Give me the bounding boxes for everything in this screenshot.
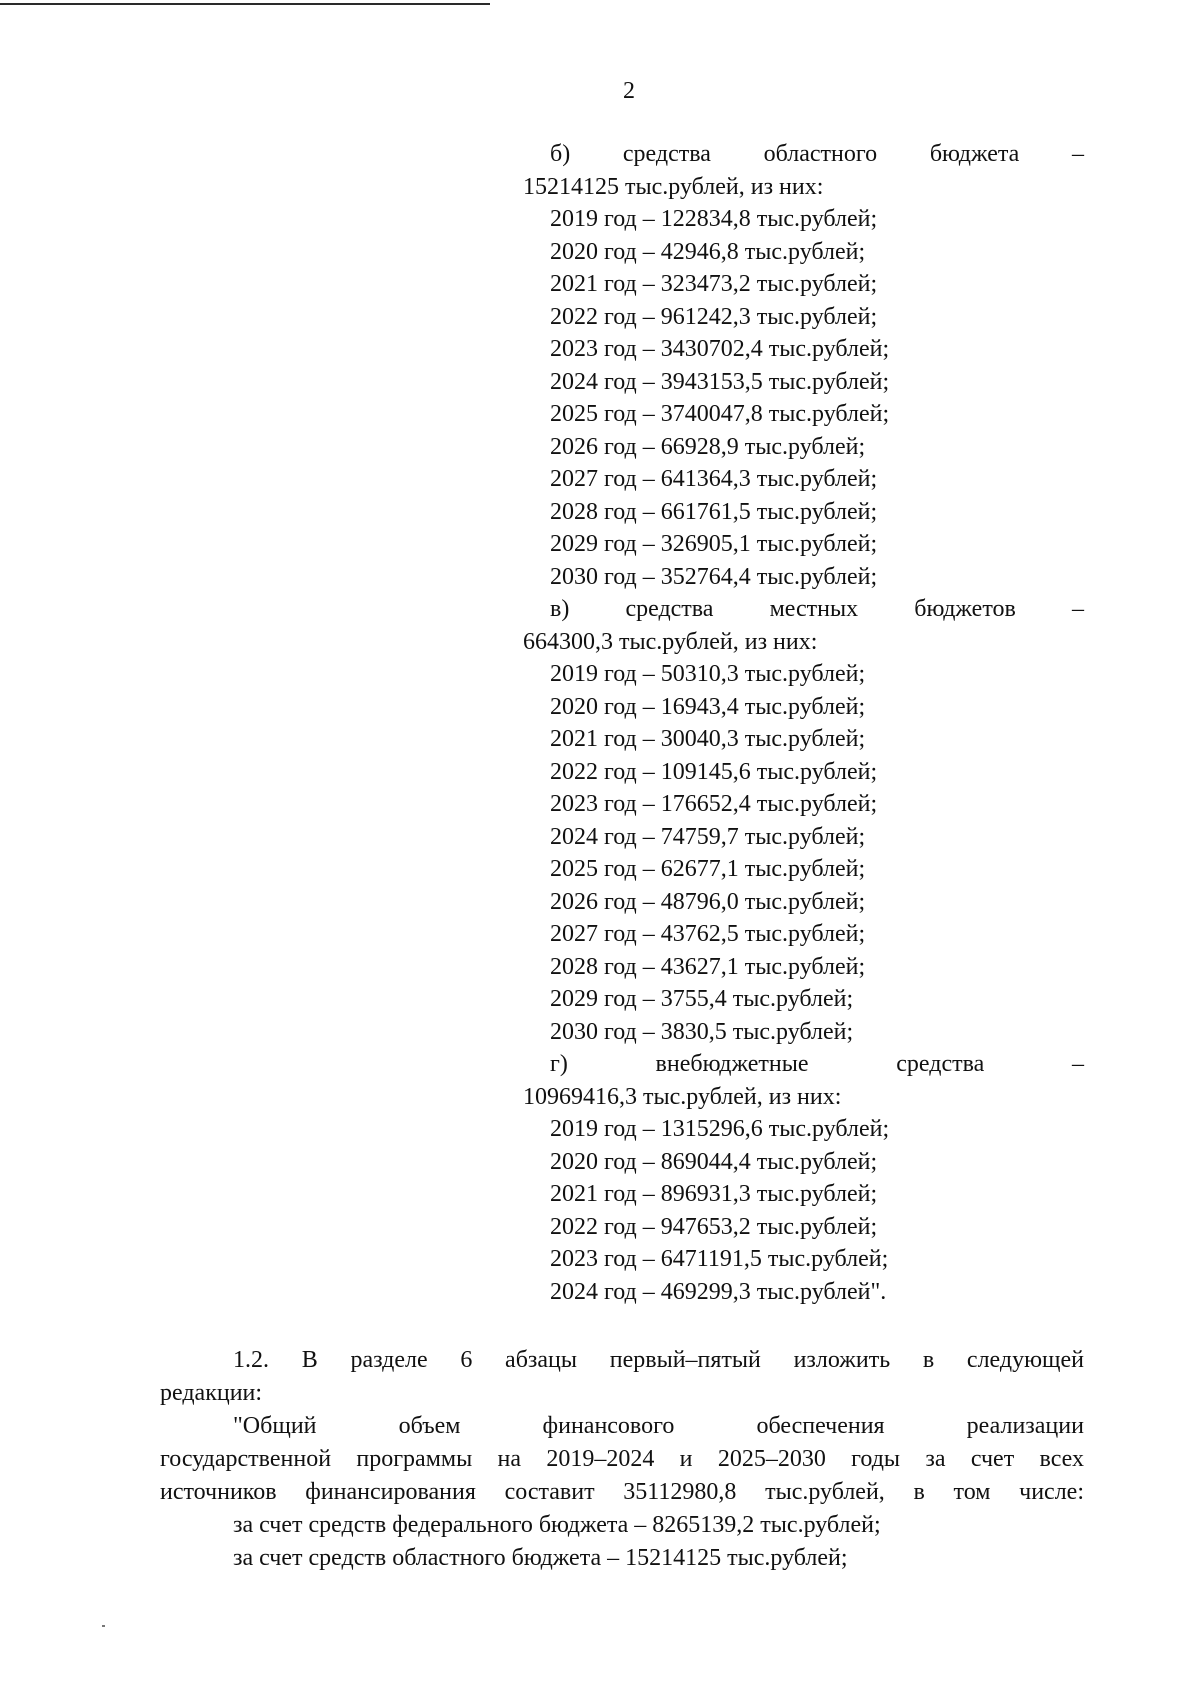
heading-word: местных [769, 596, 859, 622]
heading-word: б) [550, 141, 571, 167]
year-line: 2028 год – 661761,5 тыс.рублей; [550, 498, 878, 525]
year-line: 2022 год – 109145,6 тыс.рублей; [550, 758, 878, 785]
section-1-2-line: 1.2. В разделе 6 абзацы первый–пятый изложить в следующей [233, 1347, 1084, 1373]
year-line: 2025 год – 3740047,8 тыс.рублей; [550, 401, 890, 427]
section-1-2-line: за счет средств областного бюджета – 15214125 тыс.рублей; [233, 1545, 848, 1571]
year-line: 2023 год – 176652,4 тыс.рублей; [550, 791, 878, 817]
heading-word: в) [550, 596, 570, 622]
year-line: 2020 год – 42946,8 тыс.рублей; [550, 238, 866, 265]
heading-word: – [1071, 596, 1084, 622]
funding-sources-block [523, 138, 1084, 1308]
heading-word: средства [622, 141, 711, 167]
year-line: 2019 год – 1315296,6 тыс.рублей; [550, 1116, 890, 1142]
extrabudgetary-heading [523, 1048, 1084, 1081]
section-1-2-line: за счет средств федерального бюджета – 8265139,2 тыс.рублей; [233, 1512, 881, 1538]
extrabudgetary-total: 10969416,3 тыс.рублей, из них: [523, 1083, 842, 1110]
year-line: 2020 год – 869044,4 тыс.рублей; [550, 1148, 878, 1175]
year-line: 2024 год – 469299,3 тыс.рублей". [550, 1278, 887, 1305]
year-line: 2029 год – 326905,1 тыс.рублей; [550, 531, 878, 557]
heading-word: внебюджетные [655, 1051, 809, 1077]
top-scan-rule [0, 3, 490, 5]
year-line: 2022 год – 947653,2 тыс.рублей; [550, 1213, 878, 1240]
year-line: 2019 год – 50310,3 тыс.рублей; [550, 661, 866, 687]
local-budgets-heading [523, 593, 1084, 626]
scan-speck [102, 1625, 105, 1627]
heading-word: средства [625, 596, 714, 622]
year-line: 2021 год – 30040,3 тыс.рублей; [550, 726, 866, 752]
quote-word: реализации [966, 1413, 1084, 1439]
year-line: 2024 год – 3943153,5 тыс.рублей; [550, 368, 890, 395]
year-line: 2026 год – 66928,9 тыс.рублей; [550, 433, 866, 460]
heading-word: – [1072, 141, 1084, 167]
heading-word: областного [763, 141, 878, 167]
year-line: 2022 год – 961242,3 тыс.рублей; [550, 303, 878, 330]
page-number: 2 [623, 78, 635, 104]
year-line: 2021 год – 896931,3 тыс.рублей; [550, 1181, 878, 1207]
year-line: 2019 год – 122834,8 тыс.рублей; [550, 206, 878, 232]
local-budgets-total: 664300,3 тыс.рублей, из них: [523, 628, 818, 655]
quote-word: финансового [542, 1413, 675, 1439]
quote-word: обеспечения [756, 1413, 885, 1439]
year-line: 2027 год – 43762,5 тыс.рублей; [550, 921, 866, 947]
year-line: 2026 год – 48796,0 тыс.рублей; [550, 888, 866, 915]
year-line: 2023 год – 3430702,4 тыс.рублей; [550, 336, 890, 362]
year-line: 2025 год – 62677,1 тыс.рублей; [550, 856, 866, 882]
quote-word: объем [398, 1413, 461, 1439]
heading-word: г) [550, 1051, 568, 1077]
year-line: 2030 год – 3830,5 тыс.рублей; [550, 1018, 854, 1045]
year-line: 2029 год – 3755,4 тыс.рублей; [550, 986, 854, 1012]
quote-opening-line [160, 1410, 1084, 1443]
heading-word: средства [896, 1051, 985, 1077]
section-1-2 [160, 1344, 1084, 1575]
year-line: 2020 год – 16943,4 тыс.рублей; [550, 693, 866, 720]
year-line: 2030 год – 352764,4 тыс.рублей; [550, 563, 878, 590]
section-1-2-line: государственной программы на 2019–2024 и 2025–2030 годы за счет всех [160, 1446, 1084, 1472]
heading-word: бюджетов [914, 596, 1016, 622]
year-line: 2027 год – 641364,3 тыс.рублей; [550, 466, 878, 492]
section-1-2-line: редакции: [160, 1380, 263, 1406]
year-line: 2023 год – 6471191,5 тыс.рублей; [550, 1246, 889, 1272]
year-line: 2028 год – 43627,1 тыс.рублей; [550, 953, 866, 980]
section-1-2-line: источников финансирования составит 35112980,8 тыс.рублей, в том числе: [160, 1479, 1084, 1505]
heading-word: бюджета [929, 141, 1020, 167]
year-line: 2021 год – 323473,2 тыс.рублей; [550, 271, 878, 297]
year-line: 2024 год – 74759,7 тыс.рублей; [550, 823, 866, 850]
regional-budget-heading [523, 138, 1084, 171]
quote-word: "Общий [233, 1413, 317, 1439]
heading-word: – [1071, 1051, 1084, 1077]
regional-budget-total: 15214125 тыс.рублей, из них: [523, 173, 824, 200]
